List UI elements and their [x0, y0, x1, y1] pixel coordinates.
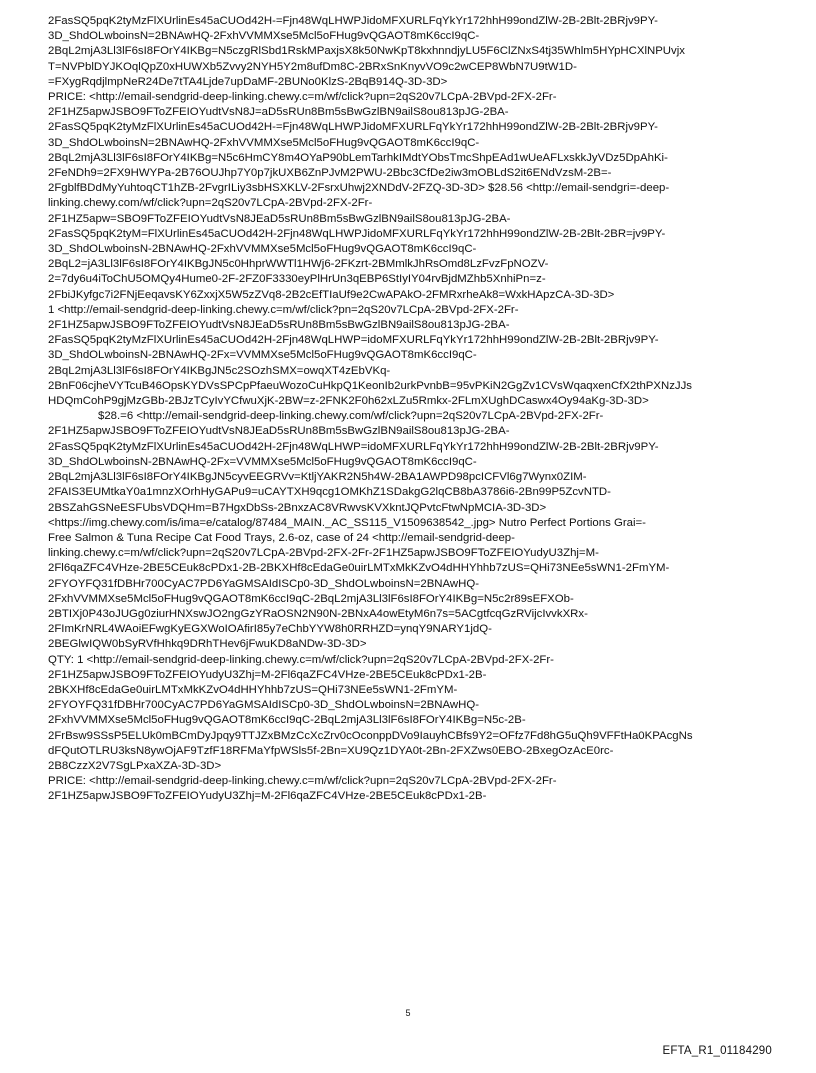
- text-line: 2F1HZ5apw=SBO9FToZFEIOYudtVsN8JEaD5sRUn8Bm5sBwGzlBN9ailS8ou813pJG-2BA-: [48, 212, 511, 225]
- text-line: 2BKXHf8cEdaGe0uirLMTxMkKZvO4dHHYhhb7zUS=QHi73NEe5sWN1-2FmYM-: [48, 683, 458, 696]
- text-line: 3D_ShdOLwboinsN=2BNAwHQ-2FxhVVMMXse5Mcl5oFHug9vQGAOT8mK6ccI9qC-: [48, 136, 480, 149]
- text-line: 2FgblfBDdMyYuhtoqCT1hZB-2FvgrILiy3sbHSXKLV-2FsrxUhwj2XNDdV-2FZQ-3D-3D> $28.56 <http://email-sendgri=-deep-: [48, 182, 670, 195]
- text-line: PRICE: <http://email-sendgrid-deep-linking.chewy.c=m/wf/click?upn=2qS20v7LCpA-2BVpd-2FX-2Fr-: [48, 91, 557, 104]
- text-line: 2FbiJKyfgc7i2FNjEeqavsKY6ZxxjX5W5zZVq8-2B2cEfTIaUf9e2CwAPAkO-2FMRxrheAk8=WxkHApzCA-3D-3D>: [48, 288, 615, 301]
- text-line: 2F1HZ5apwJSBO9FToZFEIOYudyU3Zhj=M-2Fl6qaZFC4VHze-2BE5CEuk8cPDx1-2B-: [48, 790, 487, 803]
- text-line: 2FxhVVMMXse5Mcl5oFHug9vQGAOT8mK6ccI9qC-2BqL2mjA3Ll3lF6sI8FOrY4IKBg=N5c2r89sEFXOb-: [48, 592, 574, 605]
- text-line: 2BnF06cjheVYTcuB46OpsKYDVsSPCpPfaeuWozoCuHkpQ1KeonIb2urkPvnbB=95vPKiN2GgZv1CVsWqaqxenCfX2thPXNzJJs: [48, 379, 692, 392]
- text-line: 2F1HZ5apwJSBO9FToZFEIOYudtVsN8J=aD5sRUn8Bm5sBwGzlBN9ailS8ou813pJG-2BA-: [48, 106, 509, 119]
- text-line: 2F1HZ5apwJSBO9FToZFEIOYudtVsN8JEaD5sRUn8Bm5sBwGzlBN9ailS8ou813pJG-2BA-: [48, 319, 510, 332]
- text-line: 2BqL2mjA3Ll3lF6sI8FOrY4IKBg=N5c6HmCY8m4OYaP90bLemTarhkIMdtYObsTmcShpEAd1wUeAFLxskkJyVDz5DpAhKi-: [48, 151, 668, 164]
- text-line: linking.chewy.c=m/wf/click?upn=2qS20v7LCpA-2BVpd-2FX-2Fr-2F1HZ5apwJSBO9FToZFEIOYudyU3Zhj=M-: [48, 547, 599, 560]
- text-line: 2FYOYFQ31fDBHr700CyAC7PD6YaGMSAIdISCp0-3D_ShdOLwboinsN=2BNAwHQ-: [48, 699, 480, 712]
- text-line: 2FasSQ5pqK2tyMzFlXUrlinEs45aCUOd42H-=Fjn48WqLHWPJidoMFXURLFqYkYr172hhH99ondZlW-2B-2Blt-2BRjv9PY-: [48, 121, 658, 134]
- text-line: 2F1HZ5apwJSBO9FToZFEIOYudtVsN8JEaD5sRUn8Bm5sBwGzlBN9ailS8ou813pJG-2BA-: [48, 425, 510, 438]
- text-line: 2BTIXj0P43oJUGg0ziurHNXswJO2ngGzYRaOSN2N90N-2BNxA4owEtyM6n7s=5ACgtfcqGzRVijcIvvkXRx-: [48, 607, 588, 620]
- document-body: [48, 14, 768, 805]
- bates-number: EFTA_R1_01184290: [662, 1045, 772, 1057]
- text-line: <https://img.chewy.com/is/ima=e/catalog/87484_MAIN._AC_SS115_V1509638542_.jpg> Nutro Perfect Portions Grai=-: [48, 516, 646, 529]
- text-line: 2FasSQ5pqK2tyMzFlXUrlinEs45aCUOd42H-=Fjn48WqLHWPJidoMFXURLFqYkYr172hhH99ondZlW-2B-2Blt-2BRjv9PY-: [48, 15, 658, 27]
- text-line: 3D_ShdOLwboinsN=2BNAwHQ-2FxhVVMMXse5Mcl5oFHug9vQGAOT8mK6ccI9qC-: [48, 30, 480, 43]
- text-line: PRICE: <http://email-sendgrid-deep-linking.chewy.c=m/wf/click?upn=2qS20v7LCpA-2BVpd-2FX-2Fr-: [48, 775, 557, 788]
- text-line: 2F1HZ5apwJSBO9FToZFEIOYudyU3Zhj=M-2Fl6qaZFC4VHze-2BE5CEuk8cPDx1-2B-: [48, 668, 487, 681]
- text-line: 2BqL2mjA3Ll3lF6sI8FOrY4IKBgJN5c2SOzhSMX=owqXT4zEbVKq-: [48, 364, 391, 377]
- text-line: 2FImKrNRL4WAoiEFwgKyEGXWoIOAfirI85y7eChbYYW8h0RRHZD=ynqY9NARY1jdQ-: [48, 623, 492, 636]
- text-line: 2FrBsw9SSsP5ELUk0mBCmDyJpqy9TTJZxBMzCcXcZrv0cOconppDVo9IauyhCBfs9Y2=OFfz7Fd8hG5uQh9VFFtHa0KPAcgNs: [48, 729, 693, 742]
- text-line: 2BqL2mjA3Ll3lF6sI8FOrY4IKBg=N5czgRlSbd1RskMPaxjsX8k50NwKpT8kxhnndjyLU5F6ClZNxS4tj35Whlm5HYpHCXlNPUvjx: [48, 45, 685, 58]
- text-line: 2=7dy6u4iToChU5OMQy4Hume0-2F-2FZ0F3330eyPlHrUn3qEBP6StIyIY04rvBjdMZhb5XnhiPn=z-: [48, 273, 546, 286]
- text-line: 2Fl6qaZFC4VHze-2BE5CEuk8cPDx1-2B-2BKXHf8cEdaGe0uirLMTxMkKZvO4dHHYhhb7zUS=QHi73NEe5sWN1-2FmYM-: [48, 562, 670, 575]
- text-line: 2BqL2mjA3Ll3lF6sI8FOrY4IKBgJN5cyvEEGRVv=KtljYAKR2N5h4W-2BA1AWPD98pcICFVl6g7Wynx0ZIM-: [48, 471, 587, 484]
- text-line: T=NVPblDYJKOqlQpZ0xHUWXb5Zvvy2NYH5Y2m8ufDm8C-2BRxSnKnyvVO9c2wCEP8WbN7U9tW1D-: [48, 60, 577, 73]
- text-line: dFQutOTLRU3ksN8ywOjAF9TzfF18RFMaYfpWSls5f-2Bn=XU9Qz1DYA0t-2Bn-2FXZws0EBO-2BxegOzAcE0rc-: [48, 744, 614, 757]
- text-line: 2B8CzzX2V7SgLPxaXZA-3D-3D>: [48, 759, 222, 772]
- text-line: QTY: 1 <http://email-sendgrid-deep-linking.chewy.c=m/wf/click?upn=2qS20v7LCpA-2BVpd-2FX-2Fr-: [48, 653, 554, 666]
- text-line: Free Salmon & Tuna Recipe Cat Food Trays, 2.6-oz, case of 24 <http://email-sendgrid-deep-: [48, 531, 515, 544]
- text-line: $28.=6 <http://email-sendgrid-deep-linking.chewy.com/wf/click?upn=2qS20v7LCpA-2BVpd-2FX-2Fr-: [98, 410, 604, 423]
- page-number: 5: [405, 1008, 411, 1018]
- text-line: 3D_ShdOLwboinsN-2BNAwHQ-2FxhVVMMXse5Mcl5oFHug9vQGAOT8mK6ccI9qC-: [48, 243, 477, 256]
- text-line: 2FasSQ5pqK2tyMzFlXUrlinEs45aCUOd42H-2Fjn48WqLHWP=idoMFXURLFqYkYr172hhH99ondZlW-2B-2Blt-2BRjv9PY-: [48, 334, 659, 347]
- text-line: 1 <http://email-sendgrid-deep-linking.chewy.c=m/wf/click?pn=2qS20v7LCpA-2BVpd-2FX-2Fr-: [48, 303, 519, 316]
- text-line: 2BSZahGSNeESFUbsVDQHm=B7HgxDbSs-2BnxzAC8VRwvsKVXkntJQPvtcFtwNpMCIA-3D-3D>: [48, 501, 547, 514]
- text-line: 2FYOYFQ31fDBHr700CyAC7PD6YaGMSAIdISCp0-3D_ShdOLwboinsN=2BNAwHQ-: [48, 577, 480, 590]
- text-line: 3D_ShdOLwboinsN-2BNAwHQ-2Fx=VVMMXse5Mcl5oFHug9vQGAOT8mK6ccI9qC-: [48, 455, 477, 468]
- text-line: 3D_ShdOLwboinsN-2BNAwHQ-2Fx=VVMMXse5Mcl5oFHug9vQGAOT8mK6ccI9qC-: [48, 349, 477, 362]
- text-line: linking.chewy.com/wf/click?upn=2qS20v7LCpA-2BVpd-2FX-2Fr-: [48, 197, 373, 210]
- text-line: =FXygRqdjlmpNeR24De7tTA4Ljde7upDaMF-2BUNo0KlzS-2BqB914Q-3D-3D>: [48, 75, 448, 88]
- text-line: 2FasSQ5pqK2tyMzFlXUrlinEs45aCUOd42H-2Fjn48WqLHWP=idoMFXURLFqYkYr172hhH99ondZlW-2B-2Blt-2BRjv9PY-: [48, 440, 659, 453]
- text-line: 2FxhVVMMXse5Mcl5oFHug9vQGAOT8mK6ccI9qC-2BqL2mjA3Ll3lF6sI8FOrY4IKBg=N5c-2B-: [48, 714, 526, 727]
- text-line: 2FAIS3EUMtkaY0a1mnzXOrhHyGAPu9=uCAYTXH9qcg1OMKhZ1SDakgG2lqCB8bA3786i6-2Bn99P5ZcvNTD-: [48, 486, 611, 499]
- text-line: 2BEGlwIQW0bSyRVfHhkq9DRhTHev6jFwuKD8aNDw-3D-3D>: [48, 638, 367, 651]
- text-line: 2BqL2=jA3Ll3lF6sI8FOrY4IKBgJN5c0HhprWWTl1HWj6-2FKzrt-2BMmlkJhRsOmd8LzFvzFpNOZV-: [48, 258, 549, 271]
- text-line: HDQmCohP9gjMzGBb-2BJzTCyIvYCfwuXjK-2BW=z-2FNK2F0h62xLZu5Rmkx-2FLmXUghDCaswx4Oy94aKg-3D-3D>: [48, 395, 649, 408]
- text-line: 2FasSQ5pqK2tyM=FlXUrlinEs45aCUOd42H-2Fjn48WqLHWPJidoMFXURLFqYkYr172hhH99ondZlW-2B-2Blt-2BR=jv9PY-: [48, 227, 666, 240]
- text-line: 2FeNDh9=2FX9HWYPa-2B76OUJhp7Y0p7jkUXB6ZnPJvM2PWU-2Bbc3CfDe2iw3mOBLdS2it6ENdVzsM-2B=-: [48, 167, 612, 180]
